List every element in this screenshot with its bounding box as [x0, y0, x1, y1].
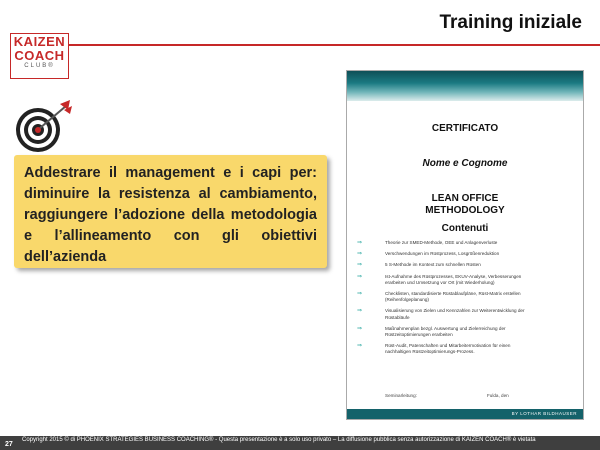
arrow-icon: ⇒: [357, 308, 363, 315]
list-item: [357, 325, 535, 338]
certificate-course: [347, 193, 583, 217]
logo-line-1: KAIZEN: [13, 34, 66, 49]
list-item-text: Visualisierung von Zielen und Kennzahlen zur Weiterentwicklung der Rüstabläufe: [385, 308, 525, 320]
list-item-text: Ist-Aufnahme des Rüstprozesses, EKUV-Analyse, Verbesserungen erarbeiten und Umsetzung vor Ort (mit Wiederholung): [385, 273, 522, 285]
signature-label: Seminarleitung:: [385, 393, 417, 398]
list-item-text: Theorie zur SMED-Methode, OEE und Anlagenverluste: [385, 240, 498, 245]
logo-line-3: CLUB®: [24, 63, 55, 69]
list-item: [357, 240, 535, 246]
list-item-text: Rüst-Audit, Patenschaften und Mitarbeitermotivation für einen nachhaltigen Rüstzeitoptimierungs-Prozess.: [385, 343, 511, 355]
target-icon: [14, 100, 74, 155]
certificate-title: CERTIFICATO: [431, 123, 499, 134]
list-item-text: 5 S-Methode im Kontext zum schnellen Rüsten: [385, 262, 481, 268]
list-item: [357, 291, 535, 303]
list-item-text: Checklisten, standardisierte Rüstablaufpläne, Rüst-Matrix erstellen (Reihenfolgeplanung): [385, 291, 521, 303]
contents-label: Contenuti: [441, 223, 489, 234]
contents-list: [347, 240, 583, 356]
list-item-text: Maßnahmenplan bezgl. Auswertung und Zielerreichung der Rüstzeitoptimierungen erarbeiten: [385, 325, 506, 338]
arrow-icon: ⇒: [357, 273, 363, 280]
logo-line-2: COACH: [14, 48, 65, 63]
kaizen-coach-logo: [10, 33, 69, 79]
course-line-1: LEAN OFFICE: [431, 193, 499, 204]
list-item: [357, 343, 535, 355]
slide-footer: [0, 436, 600, 450]
list-item: [357, 308, 535, 320]
objective-callout: [14, 155, 327, 268]
certificate-name: Nome e Cognome: [422, 158, 508, 169]
arrow-icon: ⇒: [357, 325, 363, 332]
arrow-icon: ⇒: [357, 262, 363, 269]
certificate-footer-band: BY LOTHAR BILDHAUSER: [347, 409, 583, 419]
list-item-text: Verschwendungen im Rüstprozess, Losgrößenreduktion: [385, 251, 500, 257]
objective-text: Addestrare il management e i capi per: diminuire la resistenza al cambiamento, raggiungere l’adozione della metodologia e l’allineamento con gli obiettivi dell’azienda: [24, 165, 317, 265]
arrow-icon: ⇒: [357, 251, 363, 258]
place-date-label: Fulda, den: [487, 393, 509, 398]
list-item: [357, 262, 535, 269]
course-line-2: METHODOLOGY: [425, 205, 505, 216]
page-number: 27: [5, 441, 13, 448]
arrow-icon: ⇒: [357, 240, 363, 246]
certificate-header-band: [347, 71, 583, 101]
list-item: [357, 251, 535, 258]
list-item: [357, 273, 535, 286]
arrow-icon: ⇒: [357, 343, 363, 350]
slide-title: Training iniziale: [439, 12, 582, 33]
copyright-text: Copyright 2015 © di PHOENIX STRATEGIES BUSINESS COACHING® - Questa presentazione è a solo uso privato – La diffusione pubblica senza autorizzazione di KAIZEN COACH® è vietata: [22, 437, 536, 443]
title-underline: [69, 44, 600, 46]
certificate-image: [346, 70, 584, 420]
arrow-icon: ⇒: [357, 291, 363, 298]
